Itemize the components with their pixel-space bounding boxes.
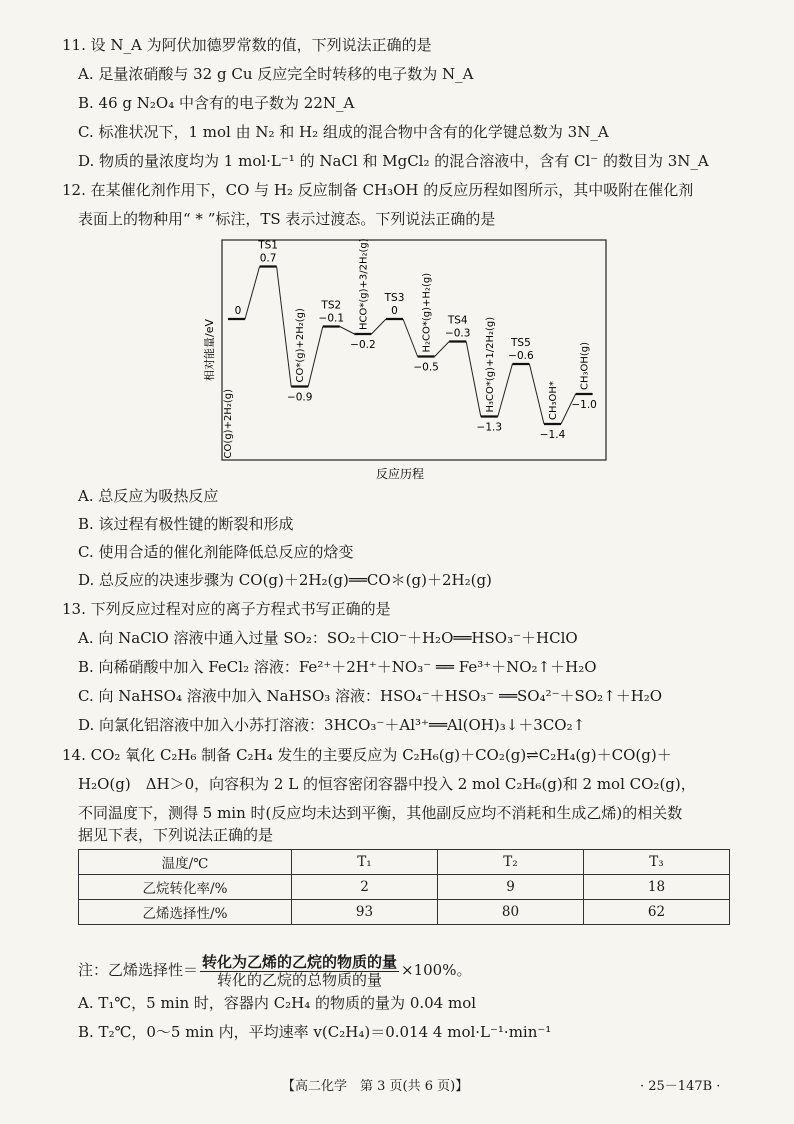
q14-stem-line3: 不同温度下，测得 5 min 时(反应均未达到平衡，其他副反应均不消耗和生成乙烯)的相关数 bbox=[78, 804, 683, 822]
q14-option-b: B. T₂℃，0～5 min 内，平均速率 v(C₂H₄)＝0.014 4 mol·L⁻¹·min⁻¹ bbox=[78, 1023, 552, 1041]
energy-value-label: −0.3 bbox=[444, 327, 471, 340]
q11-option-d: D. 物质的量浓度均为 1 mol·L⁻¹ 的 NaCl 和 MgCl₂ 的混合溶液中，含有 Cl⁻ 的数目为 3N_A bbox=[78, 152, 709, 170]
energy-value-label: −1.3 bbox=[476, 421, 503, 434]
energy-connector bbox=[435, 342, 450, 357]
q13-option-d: D. 向氯化铝溶液中加入小苏打溶液：3HCO₃⁻＋Al³⁺══Al(OH)₃↓＋3CO₂↑ bbox=[78, 716, 586, 734]
table-cell: 2 bbox=[292, 875, 438, 900]
energy-value-label: −0.5 bbox=[413, 361, 439, 374]
species-label: H₃CO*(g)+1/2H₂(g) bbox=[484, 316, 496, 413]
page-code: · 25－147B · bbox=[640, 1079, 721, 1094]
table-row bbox=[79, 875, 730, 900]
q14-note bbox=[78, 952, 471, 989]
q13-option-a: A. 向 NaClO 溶液中通入过量 SO₂：SO₂＋ClO⁻＋H₂O══HSO₃⁻＋HClO bbox=[78, 629, 578, 647]
q14-stem-line1: 14. CO₂ 氧化 C₂H₆ 制备 C₂H₄ 发生的主要反应为 C₂H₆(g)＋CO₂(g)⇌C₂H₄(g)＋CO(g)＋ bbox=[62, 746, 672, 764]
selectivity-fraction bbox=[200, 954, 399, 989]
ts-name-label: TS3 bbox=[384, 292, 405, 304]
fraction-denominator: 转化的乙烷的总物质的量 bbox=[217, 970, 383, 989]
table-cell: 18 bbox=[584, 875, 730, 900]
energy-connector bbox=[308, 327, 323, 387]
q11-option-b: B. 46 g N₂O₄ 中含有的电子数为 22N_A bbox=[78, 94, 355, 112]
q14-stem-line2: H₂O(g) ΔH＞0，向容积为 2 L 的恒容密闭容器中投入 2 mol C₂H₆(g)和 2 mol CO₂(g)， bbox=[78, 775, 696, 793]
energy-profile-chart bbox=[200, 238, 610, 490]
table-cell: 乙烷转化率/% bbox=[79, 875, 292, 900]
q12-stem-line1: 12. 在某催化剂作用下，CO 与 H₂ 反应制备 CH₃OH 的反应历程如图所示，其中吸附在催化剂 bbox=[62, 181, 694, 199]
q14-stem-line4: 据见下表，下列说法正确的是 bbox=[78, 826, 274, 844]
species-label: CH₃OH* bbox=[548, 381, 559, 420]
energy-value-label: −0.6 bbox=[508, 350, 534, 362]
q13-option-c: C. 向 NaHSO₄ 溶液中加入 NaHSO₃ 溶液：HSO₄⁻＋HSO₃⁻ ══SO₄²⁻＋SO₂↑＋H₂O bbox=[78, 687, 663, 705]
energy-connector bbox=[371, 319, 386, 334]
page-footer: 【高二化学 第 3 页(共 6 页)】 bbox=[282, 1079, 469, 1094]
species-label: CO*(g)+2H₂(g) bbox=[295, 308, 307, 383]
fraction-numerator: 转化为乙烯的乙烷的物质的量 bbox=[202, 952, 398, 971]
energy-connector bbox=[277, 267, 292, 387]
energy-connector bbox=[529, 364, 544, 424]
energy-value-label: −0.9 bbox=[286, 391, 313, 404]
energy-connector bbox=[245, 267, 260, 320]
energy-connector bbox=[498, 364, 513, 417]
energy-connector bbox=[466, 342, 481, 417]
species-label: CO(g)+2H₂(g) bbox=[223, 389, 234, 459]
energy-value-label: −1.4 bbox=[539, 429, 566, 441]
energy-value-label: −1.0 bbox=[571, 399, 597, 411]
energy-value-label: 0.7 bbox=[259, 252, 277, 265]
q12-option-c: C. 使用合适的催化剂能降低总反应的焓变 bbox=[78, 543, 354, 561]
table-cell: T₃ bbox=[584, 850, 730, 875]
q12-stem-line2: 表面上的物种用“ * ”标注，TS 表示过渡态。下列说法正确的是 bbox=[78, 210, 496, 228]
q13-stem: 13. 下列反应过程对应的离子方程式书写正确的是 bbox=[62, 600, 391, 618]
q12-option-d: D. 总反应的决速步骤为 CO(g)＋2H₂(g)══CO＊(g)＋2H₂(g) bbox=[78, 571, 492, 589]
ts-name-label: TS2 bbox=[321, 299, 342, 312]
species-label: HCO*(g)+3/2H₂(g) bbox=[358, 238, 370, 330]
energy-value-label: 0 bbox=[234, 305, 242, 317]
ts-name-label: TS4 bbox=[447, 314, 468, 327]
ts-name-label: TS5 bbox=[511, 337, 531, 349]
energy-connector bbox=[403, 319, 418, 357]
energy-value-label: −0.1 bbox=[318, 312, 345, 325]
table-cell: 9 bbox=[438, 875, 584, 900]
q14-option-a: A. T₁℃，5 min 时，容器内 C₂H₄ 的物质的量为 0.04 mol bbox=[78, 994, 477, 1012]
species-label: CH₃OH(g) bbox=[579, 341, 591, 390]
q12-option-b: B. 该过程有极性键的断裂和形成 bbox=[78, 515, 294, 533]
energy-connector bbox=[340, 327, 355, 335]
note-suffix: ×100%。 bbox=[401, 961, 472, 979]
x-axis-label: 反应历程 bbox=[375, 467, 425, 481]
table-row bbox=[79, 900, 730, 925]
energy-value-label: −0.2 bbox=[350, 339, 376, 351]
table-cell: 80 bbox=[438, 900, 584, 925]
q11-stem: 11. 设 N_A 为阿伏加德罗常数的值，下列说法正确的是 bbox=[62, 36, 432, 54]
species-label: H₂CO*(g)+H₂(g) bbox=[421, 272, 433, 353]
table-header-row bbox=[79, 850, 730, 875]
y-axis-label: 相对能量/eV bbox=[203, 319, 216, 381]
chart-frame bbox=[222, 240, 606, 460]
table-cell: T₁ bbox=[292, 850, 438, 875]
table-cell: 93 bbox=[292, 900, 438, 925]
note-prefix: 注：乙烯选择性＝ bbox=[78, 961, 199, 979]
q14-data-table bbox=[78, 849, 730, 925]
table-cell: 温度/℃ bbox=[79, 850, 292, 875]
table-cell: T₂ bbox=[438, 850, 584, 875]
q12-option-a: A. 总反应为吸热反应 bbox=[78, 487, 219, 505]
q11-option-c: C. 标准状况下，1 mol 由 N₂ 和 H₂ 组成的混合物中含有的化学键总数为 3N_A bbox=[78, 123, 609, 141]
q11-option-a: A. 足量浓硝酸与 32 g Cu 反应完全时转移的电子数为 N_A bbox=[78, 65, 474, 83]
table-cell: 62 bbox=[584, 900, 730, 925]
q13-option-b: B. 向稀硝酸中加入 FeCl₂ 溶液：Fe²⁺＋2H⁺＋NO₃⁻ ══ Fe³⁺＋NO₂↑＋H₂O bbox=[78, 658, 597, 676]
table-cell: 乙烯选择性/% bbox=[79, 900, 292, 925]
energy-value-label: 0 bbox=[391, 305, 398, 317]
ts-name-label: TS1 bbox=[258, 239, 278, 252]
